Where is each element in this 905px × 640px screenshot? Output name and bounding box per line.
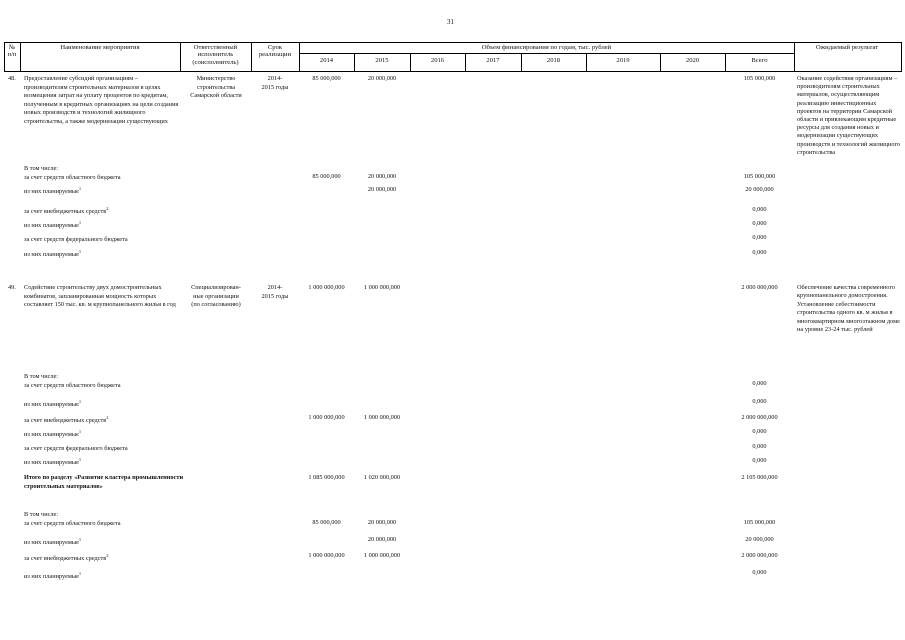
header-name: Наименование мероприятия (60, 44, 140, 51)
item-number: 49. (8, 284, 16, 291)
funding-row-total: 105 000,000 (743, 519, 776, 526)
header-result: Ожидаемый результат (815, 44, 879, 51)
funding-row-label: из них планируемые$^1$ (24, 185, 82, 195)
funding-row-label: В том числе: за счет средств областного бюджета (24, 165, 121, 181)
funding-row-2015: 20 000,000 (367, 173, 397, 180)
funding-row-label: В том числе: за счет средств областного бюджета (24, 373, 121, 389)
funding-row-2014: 1 000 000,000 (308, 414, 345, 421)
funding-row-label: из них планируемые$^1$ (24, 248, 82, 258)
funding-row-label: за счет внебюджетных средств$^2$ (24, 205, 109, 215)
funding-row-label: за счет средств федерального бюджета (24, 236, 128, 243)
funding-row-total: 2 000 000,000 (741, 414, 778, 421)
header-num: № п/п (7, 44, 17, 59)
item-number: 48. (8, 75, 16, 82)
item-value-2015: 20 000,000 (367, 75, 397, 82)
funding-row-total: 20 000,000 (745, 536, 774, 543)
header-funding: Объем финансирования по годам, тыс. рублей (481, 44, 612, 51)
funding-row-total: 0,000 (752, 398, 767, 405)
item-value-2014: 85 000,000 (312, 75, 341, 82)
header-year-total: Всего (751, 57, 768, 64)
page-number: 31 (447, 18, 454, 26)
funding-row-label: из них планируемые$^1$ (24, 570, 82, 580)
funding-row-2015: 20 000,000 (367, 186, 397, 193)
funding-row-2014: 1 000 000,000 (308, 552, 345, 559)
funding-row-2014: 85 000,000 (312, 173, 341, 180)
funding-row-2015: 20 000,000 (367, 536, 397, 543)
item-value-2015: 1 000 000,000 (363, 284, 401, 291)
funding-row-total: 2 000 000,000 (741, 552, 778, 559)
funding-row-label: из них планируемые$^1$ (24, 219, 82, 229)
funding-row-label: за счет внебюджетных средств$^2$ (24, 414, 109, 424)
funding-row-label: из них планируемые$^1$ (24, 398, 82, 408)
section-total-total: 2 105 000,000 (741, 474, 778, 481)
funding-row-total: 0,000 (752, 569, 767, 576)
header-year-2019: 2019 (616, 57, 630, 64)
funding-row-label: за счет средств федерального бюджета (24, 445, 128, 452)
item-result: Обеспечение качества современного крупнопанельного домостроения. Установление себестоимости строительства одного кв. м жилья в многоквартирном многоэтажном доме на уровне 23-24 тыс. рублей (797, 284, 900, 334)
item-name: Предоставление субсидий организациям – производителям строительных материалов в целях возмещения затрат на уплату процентов по кредитам, полученным в кредитных организациях на цели создания новых производств и технологий жилищного строительства, а также модернизации существующих (24, 75, 179, 125)
funding-row-2015: 1 000 000,000 (363, 552, 401, 559)
section-total-2014: 1 085 000,000 (308, 474, 345, 481)
section-total-2015: 1 020 000,000 (363, 474, 401, 481)
header-term: Срок реализации (258, 44, 292, 59)
item-name: Содействие строительству двух домостроительных комбинатов, запланированная мощность которых составляет 150 тыс. кв. м крупнопанельного жилья в год (24, 284, 176, 308)
funding-row-label: из них планируемые$^1$ (24, 536, 82, 546)
item-value-total: 105 000,000 (743, 75, 776, 82)
item-result: Оказание содействия организациям – производителям строительных материалов, осуществляющим реализацию инвестиционных проектов на территории Самарской области и привлекающим кредитные ресурсы для создания новых и модернизации существующих производств и технологий жилищного строительства (797, 75, 901, 156)
item-executor: Министерство строительства Самарской области (190, 75, 242, 99)
funding-row-total: 0,000 (752, 380, 767, 387)
funding-row-total: 0,000 (752, 206, 767, 213)
header-year-2020: 2020 (685, 57, 700, 64)
funding-row-total: 0,000 (752, 443, 767, 450)
funding-row-total: 0,000 (752, 249, 767, 256)
funding-row-label: из них планируемые$^1$ (24, 428, 82, 438)
funding-row-label: за счет внебюджетных средств$^2$ (24, 552, 109, 562)
header-executor: Ответственный исполнитель (соисполнитель) (192, 44, 239, 66)
funding-row-total: 0,000 (752, 457, 767, 464)
funding-row-2015: 1 000 000,000 (363, 414, 401, 421)
funding-row-total: 0,000 (752, 220, 767, 227)
funding-row-2015: 20 000,000 (367, 519, 397, 526)
item-term: 2014- 2015 годы (261, 284, 289, 300)
funding-row-label: из них планируемые$^1$ (24, 456, 82, 466)
funding-row-label: В том числе: за счет средств областного бюджета (24, 511, 121, 527)
header-year-2017: 2017 (486, 57, 500, 64)
section-total-label: Итого по разделу «Развитие кластера промышленности строительных материалов» (24, 474, 184, 490)
header-year-2014: 2014 (319, 57, 334, 64)
header-year-2018: 2018 (546, 57, 561, 64)
header-year-2016: 2016 (430, 57, 445, 64)
funding-row-total: 105 000,000 (743, 173, 776, 180)
item-value-2014: 1 000 000,000 (308, 284, 345, 291)
header-year-2015: 2015 (375, 57, 389, 64)
item-value-total: 2 000 000,000 (741, 284, 778, 291)
funding-row-total: 20 000,000 (745, 186, 774, 193)
funding-row-total: 0,000 (752, 428, 767, 435)
funding-row-total: 0,000 (752, 234, 767, 241)
funding-row-2014: 85 000,000 (312, 519, 341, 526)
item-executor: Специализирован- ные организации (по согласованию) (191, 284, 241, 308)
item-term: 2014- 2015 годы (261, 75, 289, 91)
